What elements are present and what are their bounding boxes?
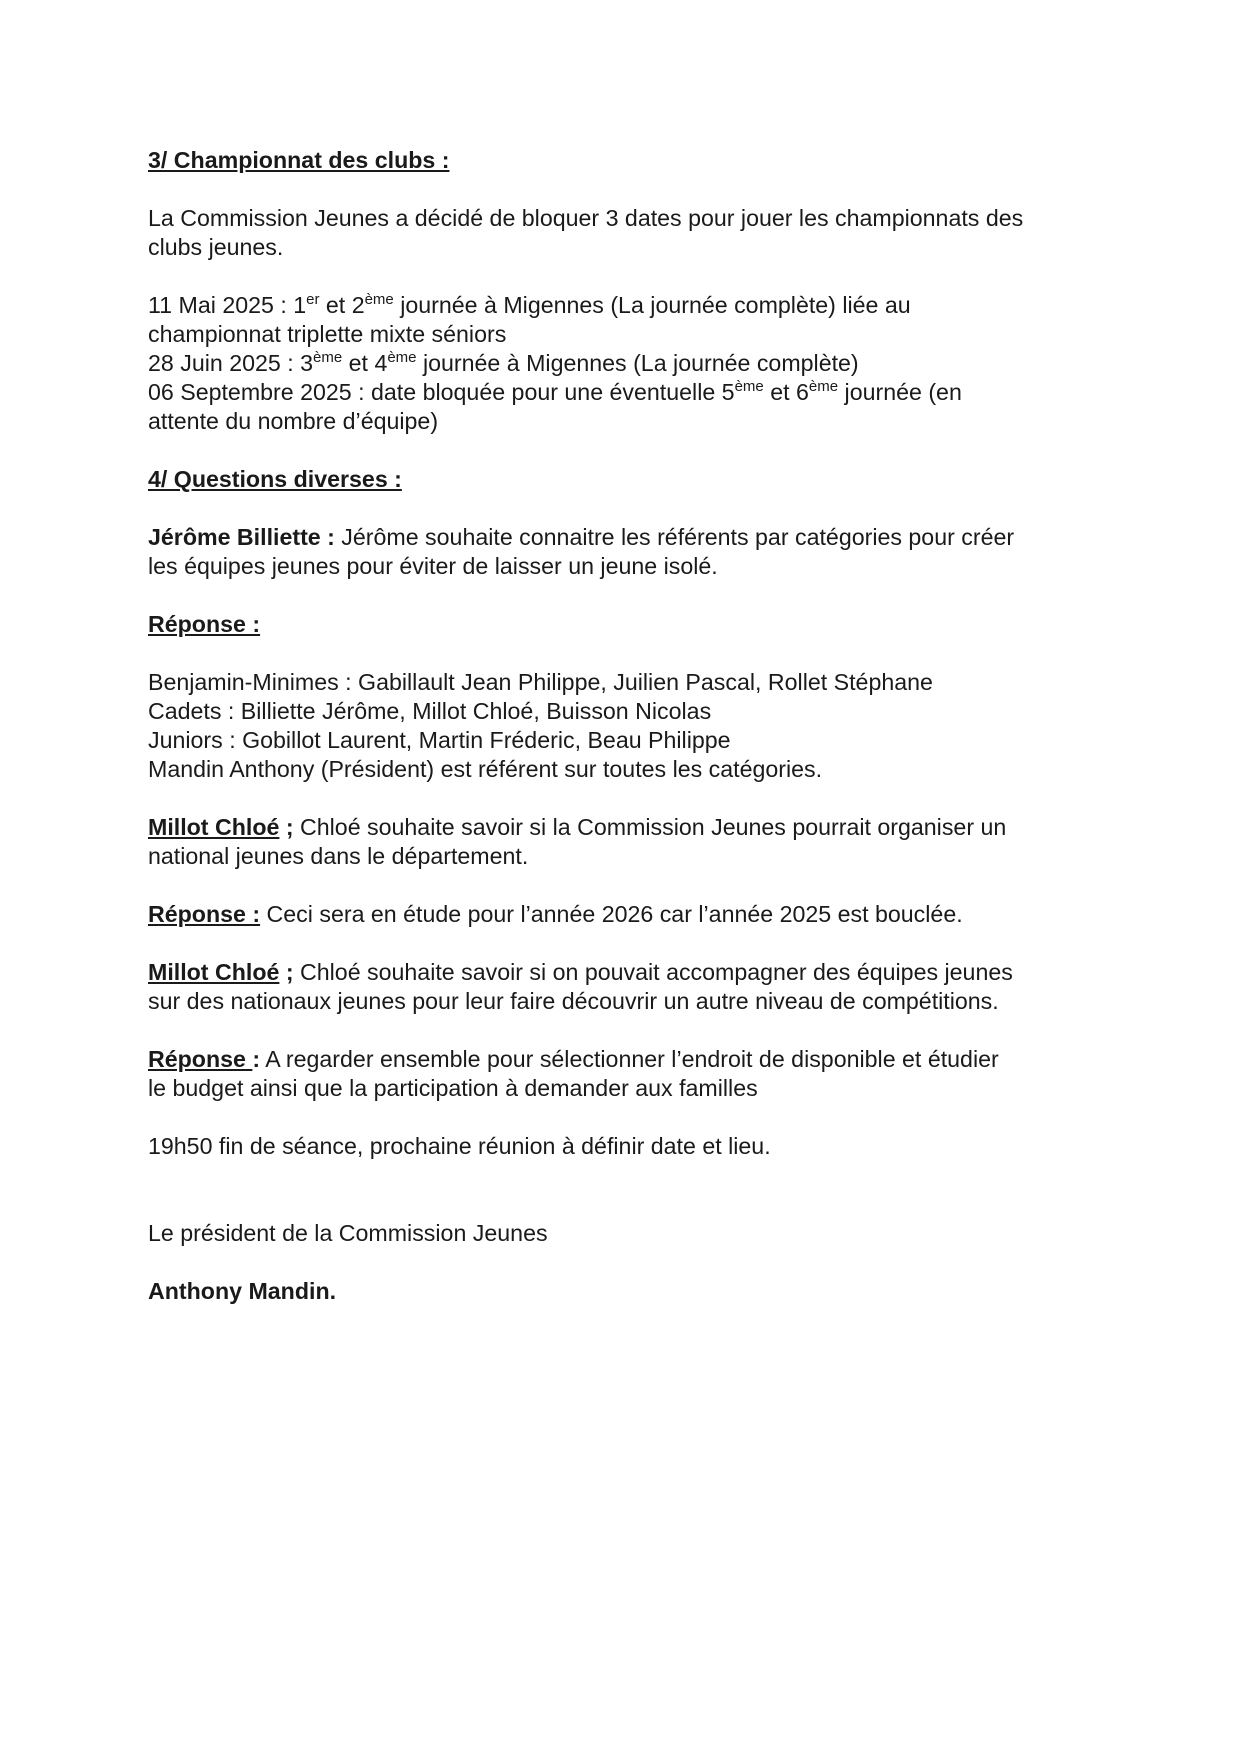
date1-sup-2: ème <box>364 291 394 308</box>
referents-list <box>148 668 1108 784</box>
date3-part-c: journée (en <box>838 379 962 405</box>
date1-line-2: championnat triplette mixte séniors <box>148 321 507 347</box>
question-2-separator: ; <box>279 814 294 840</box>
answer-3 <box>148 1045 1108 1103</box>
question-1 <box>148 523 1108 581</box>
document-page <box>148 146 1108 1306</box>
date1-part-a: 11 Mai 2025 : 1 <box>148 292 307 318</box>
date-entry-3 <box>148 378 1108 436</box>
section3-heading: 3/ Championnat des clubs : <box>148 147 450 173</box>
date2-part-a: 28 Juin 2025 : 3 <box>148 350 314 376</box>
answer-1-label: Réponse : <box>148 611 261 637</box>
question-2 <box>148 813 1108 871</box>
answer-3-colon: : <box>252 1046 261 1072</box>
question-2-text-1: Chloé souhaite savoir si la Commission Jeunes pourrait organiser un <box>293 814 1007 840</box>
answer-2 <box>148 900 1108 929</box>
answer-2-text: Ceci sera en étude pour l’année 2026 car l’année 2025 est bouclée. <box>260 901 963 927</box>
section3-intro <box>148 204 1108 262</box>
question-3 <box>148 958 1108 1016</box>
referents-benjamin-minimes: Benjamin-Minimes : Gabillault Jean Philippe, Juilien Pascal, Rollet Stéphane <box>148 669 933 695</box>
answer-3-text-1: A regarder ensemble pour sélectionner l’endroit de disponible et étudier <box>260 1046 999 1072</box>
question-3-text-1: Chloé souhaite savoir si on pouvait accompagner des équipes jeunes <box>293 959 1013 985</box>
question-2-author: Millot Chloé <box>148 814 280 840</box>
date1-part-c: journée à Migennes (La journée complète) liée au <box>393 292 911 318</box>
question-3-separator: ; <box>279 959 294 985</box>
date3-part-b: et 6 <box>763 379 809 405</box>
date1-part-b: et 2 <box>319 292 365 318</box>
date2-sup-1: ème <box>313 349 343 366</box>
date2-sup-2: ème <box>387 349 417 366</box>
date3-sup-2: ème <box>808 378 839 395</box>
answer-3-text-2: le budget ainsi que la participation à demander aux familles <box>148 1075 758 1101</box>
signature-name: Anthony Mandin. <box>148 1278 337 1304</box>
answer-3-label: Réponse <box>148 1046 253 1072</box>
intro-line-1: La Commission Jeunes a décidé de bloquer 3 dates pour jouer les championnats des <box>148 205 1024 231</box>
question-3-text-2: sur des nationaux jeunes pour leur faire découvrir un autre niveau de compétitions. <box>148 988 999 1014</box>
question-1-text-1: Jérôme souhaite connaitre les référents par catégories pour créer <box>334 524 1015 550</box>
intro-line-2: clubs jeunes. <box>148 234 284 260</box>
question-1-text-2: les équipes jeunes pour éviter de laisser un jeune isolé. <box>148 553 718 579</box>
section4-heading: 4/ Questions diverses : <box>148 466 402 492</box>
date3-sup-1: ème <box>734 378 764 395</box>
meeting-end: 19h50 fin de séance, prochaine réunion à définir date et lieu. <box>148 1133 771 1159</box>
referents-all: Mandin Anthony (Président) est référent sur toutes les catégories. <box>148 756 823 782</box>
referents-juniors: Juniors : Gobillot Laurent, Martin Fréderic, Beau Philippe <box>148 727 731 753</box>
date3-line-2: attente du nombre d’équipe) <box>148 408 439 434</box>
question-2-text-2: national jeunes dans le département. <box>148 843 529 869</box>
answer-2-label: Réponse : <box>148 901 261 927</box>
date2-part-b: et 4 <box>342 350 388 376</box>
referents-cadets: Cadets : Billiette Jérôme, Millot Chloé, Buisson Nicolas <box>148 698 712 724</box>
date2-part-c: journée à Migennes (La journée complète) <box>416 350 859 376</box>
question-3-author: Millot Chloé <box>148 959 280 985</box>
signature-title: Le président de la Commission Jeunes <box>148 1220 548 1246</box>
date-entry-2 <box>148 349 1108 378</box>
date-entry-1 <box>148 291 1108 349</box>
date1-sup-1: er <box>306 291 320 308</box>
date3-part-a: 06 Septembre 2025 : date bloquée pour une éventuelle 5 <box>148 379 735 405</box>
question-1-author: Jérôme Billiette : <box>148 524 335 550</box>
